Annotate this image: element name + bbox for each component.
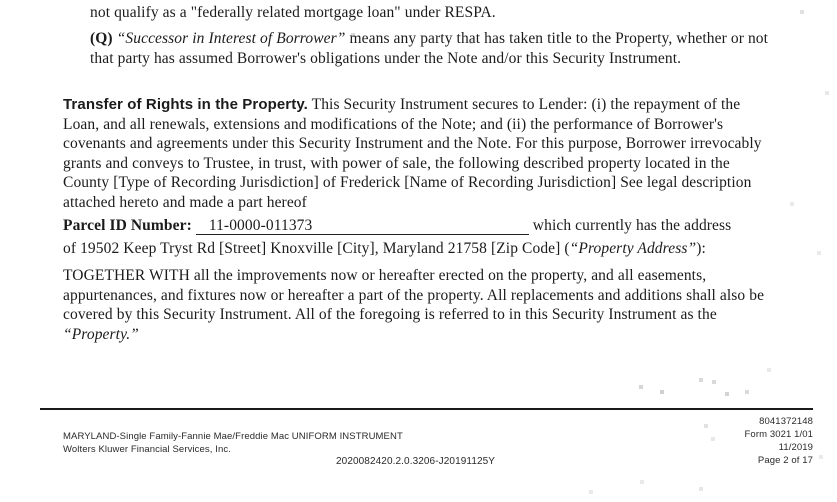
definition-q-paragraph xyxy=(90,29,780,68)
footer-loan-number: 8041372148 xyxy=(759,416,813,427)
address-pre-text: of 19502 Keep Tryst Rd [Street] Knoxville [City], Maryland 21758 [Zip Code] ( xyxy=(63,239,570,257)
footer-right-block xyxy=(745,416,813,468)
scan-noise xyxy=(0,0,2,2)
together-text: TOGETHER WITH all the improvements now or hereafter erected on the property, and all easements, appurtenances, and fixtures now or hereafter a part of the property. All replacements and additions shall also be covered by this Security Instrument. All of the foregoing is referred to in this Security Instrument as the xyxy=(63,267,765,323)
footer-version-date: 11/2019 xyxy=(778,441,813,453)
footer-form-number: Form 3021 1/01 xyxy=(744,428,813,440)
property-address-line xyxy=(63,239,787,259)
parcel-id-line xyxy=(63,216,787,236)
footer-doc-code: 2020082420.2.0.3206-J20191125Y xyxy=(336,456,496,467)
parcel-id-label: Parcel ID Number: xyxy=(63,217,192,234)
paragraph-respa xyxy=(90,3,790,23)
parcel-id-block xyxy=(63,216,787,258)
respa-text: not qualify as a "federally related mortgage loan" under RESPA. xyxy=(90,4,496,21)
together-with-paragraph xyxy=(63,266,779,344)
footer-left-block xyxy=(63,430,403,456)
footer-divider xyxy=(40,408,813,410)
definition-q-text: means any party that has taken title to the Property, whether or not that party has assumed Borrower's obligations under the Note and/or this Security Instrument. xyxy=(90,30,769,67)
definition-q-label: (Q) xyxy=(90,30,113,47)
address-term: “Property Address” xyxy=(569,239,697,257)
footer-company: Wolters Kluwer Financial Services, Inc. xyxy=(63,444,231,455)
parcel-id-value: 11-0000-011373 xyxy=(208,217,313,234)
together-term: “Property.” xyxy=(63,325,139,343)
address-post-text: ): xyxy=(696,239,706,257)
transfer-text: This Security Instrument secures to Lender: (i) the repayment of the Loan, and all renewals, extensions and modifications of the Note; and (ii) the performance of Borrower's covenants and agreements under this Security Instrument and the Note. For this purpose, Borrower irrevocably grants and conveys to Trustee, in trust, with power of sale, the following described property located in the County [Type of Recording Jurisdiction] of Frederick [Name of Recording Jurisdiction] See legal description attached hereto and made a part hereof xyxy=(63,96,762,211)
transfer-of-rights-paragraph xyxy=(63,95,779,212)
parcel-id-value-field[interactable] xyxy=(196,216,529,235)
footer-instrument: MARYLAND-Single Family-Fannie Mae/Freddie Mac UNIFORM INSTRUMENT xyxy=(63,431,403,442)
parcel-after-text: which currently has the address xyxy=(532,217,732,234)
definition-q-term: “Successor in Interest of Borrower” xyxy=(116,30,346,47)
footer-page-indicator: Page 2 of 17 xyxy=(757,454,813,466)
transfer-heading: Transfer of Rights in the Property. xyxy=(63,96,308,113)
